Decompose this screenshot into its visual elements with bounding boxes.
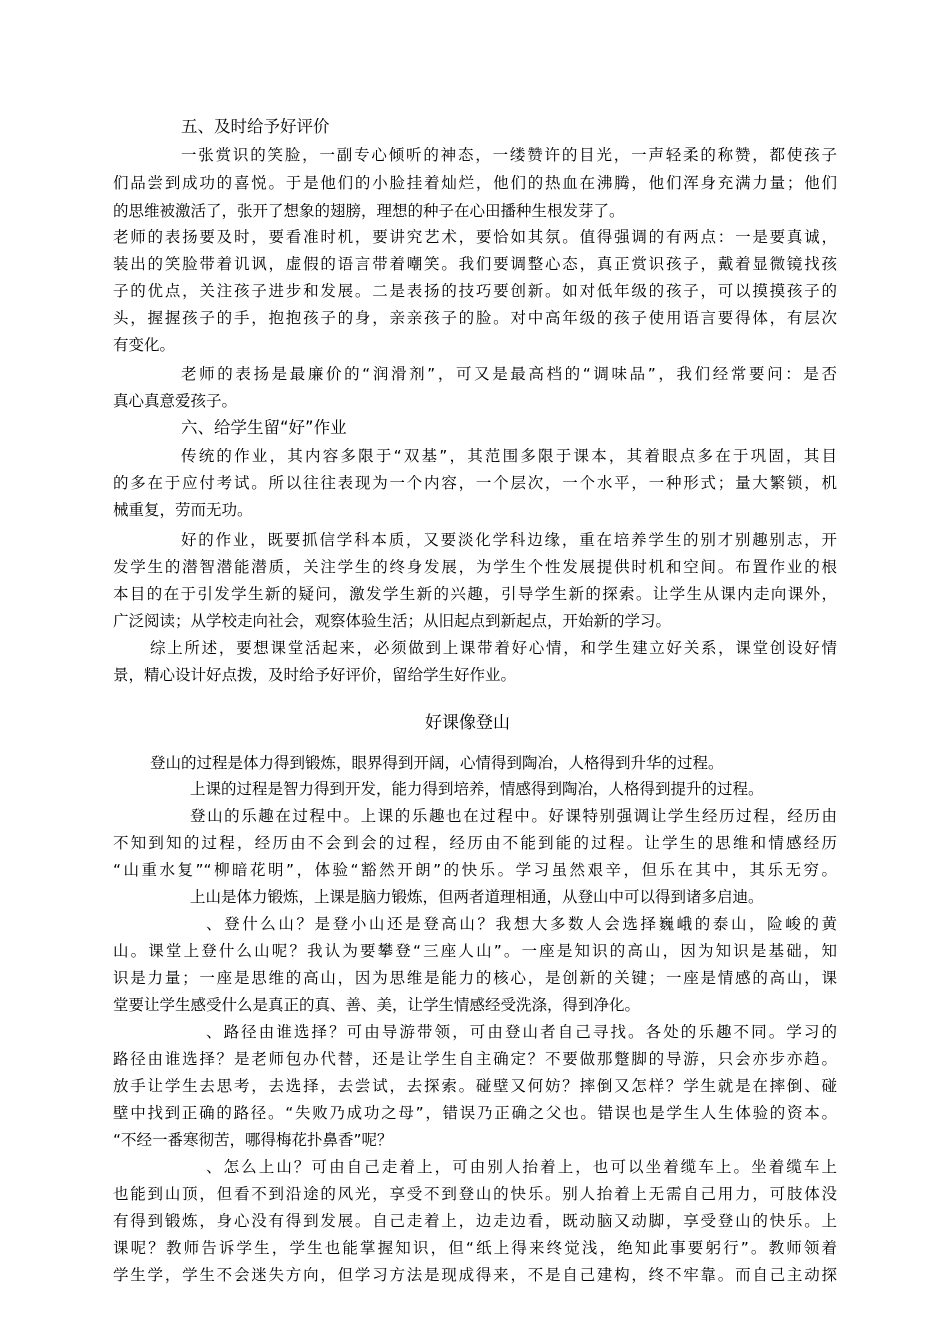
paragraph-line: 有变化。 [113,336,176,354]
paragraph-line: 的思维被激活了，张开了想象的翅膀，理想的种子在心田播种生根发芽了。 [113,202,625,220]
paragraph-line: 识是力量；一座是思维的高山，因为思维是能力的核心，是创新的关键；一座是情感的高山，课 [113,969,837,987]
paragraph-line: 路径由谁选择？是老师包办代替，还是让学生自主确定？不要做那蹩脚的导游，只会亦步亦趋。 [113,1050,837,1068]
paragraph-line: 头，握握孩子的手，抱抱孩子的身，亲亲孩子的脸。对中高年级的孩子使用语言要得体，有层次 [113,309,837,327]
paragraph-line: 们品尝到成功的喜悦。于是他们的小脸挂着灿烂，他们的热血在沸腾，他们浑身充满力量；他们 [113,174,837,192]
article-title: 好课像登山 [425,713,510,733]
paragraph-line: 学生学，学生不会迷失方向，但学习方法是现成得来，不是自己建构，终不牢靠。而自己主动探 [113,1266,837,1284]
paragraph-line: 老师的表扬是最廉价的“润滑剂”，可又是最高档的“调味品”，我们经常要问：是否 [181,365,837,383]
paragraph-line: 综上所述，要想课堂活起来，必须做到上课带着好心情，和学生建立好关系，课堂创设好情 [150,639,837,657]
paragraph-line: 也能到山顶，但看不到沿途的风光，享受不到登山的快乐。别人抬着上无需自己用力，可肢体没 [113,1185,837,1203]
section-heading-5: 五、及时给予好评价 [181,117,330,136]
paragraph-line: 好的作业，既要抓信学科本质，又要淡化学科边缘，重在培养学生的别才别趣别志，开 [181,531,837,549]
paragraph-line: 课呢？教师告诉学生，学生也能掌握知识，但“纸上得来终觉浅，绝知此事要躬行”。教师领着 [113,1239,837,1257]
paragraph-line: 装出的笑脸带着讥讽，虚假的语言带着嘲笑。我们要调整心态，真正赏识孩子，戴着显微镜找孩 [113,255,837,273]
paragraph-line: “山重水复”“柳暗花明”，体验“豁然开朗”的快乐。学习虽然艰辛，但乐在其中，其乐无穷。 [113,861,837,879]
paragraph-line: 发学生的潜智潜能潜质，关注学生的终身发展，为学生个性发展提供时机和空间。布置作业的根 [113,558,837,576]
paragraph-line: 一张赏识的笑脸，一副专心倾听的神态，一缕赞许的目光，一声轻柔的称赞，都使孩子 [181,146,837,164]
paragraph-line: 、登什么山？是登小山还是登高山？我想大多数人会选择巍峨的泰山，险峻的黄 [206,915,837,933]
paragraph-line: 堂要让学生感受什么是真正的真、善、美，让学生情感经受洗涤，得到净化。 [113,996,641,1014]
paragraph-line: 有得到锻炼，身心没有得到发展。自己走着上，边走边看，既动脑又动脚，享受登山的快乐。上 [113,1212,837,1230]
section-heading-6: 六、给学生留“好”作业 [181,418,347,437]
paragraph-line: 械重复，劳而无功。 [113,501,253,519]
paragraph-line: 不知到知的过程，经历由不会到会的过程，经历由不能到能的过程。让学生的思维和情感经历 [113,834,837,852]
paragraph-line: 的多在于应付考试。所以往往表现为一个内容，一个层次，一个水平，一种形式；量大繁锁，机 [113,474,837,492]
paragraph-line: “不经一番寒彻苦，哪得梅花扑鼻香”呢？ [113,1131,393,1149]
paragraph-line: 上山是体力锻炼，上课是脑力锻炼，但两者道理相通，从登山中可以得到诸多启迪。 [190,888,764,906]
paragraph-line: 真心真意爱孩子。 [113,392,238,410]
paragraph-line: 景，精心设计好点拨，及时给予好评价，留给学生好作业。 [113,666,517,684]
paragraph-line: 、路径由谁选择？可由导游带领，可由登山者自己寻找。各处的乐趣不同。学习的 [206,1023,837,1041]
paragraph-line: 老师的表扬要及时，要看准时机，要讲究艺术，要恰如其氛。值得强调的有两点：一是要真诚， [113,228,837,246]
paragraph-line: 广泛阅读；从学校走向社会，观察体验生活；从旧起点到新起点，开始新的学习。 [113,612,672,630]
paragraph-line: 壁中找到正确的路径。“失败乃成功之母”，错误乃正确之父也。错误也是学生人生体验的资本。 [113,1104,837,1122]
paragraph-line: 子的优点，关注孩子进步和发展。二是表扬的技巧要创新。如对低年级的孩子，可以摸摸孩子的 [113,282,837,300]
paragraph-line: 上课的过程是智力得到开发，能力得到培养，情感得到陶冶，人格得到提升的过程。 [190,780,764,798]
paragraph-line: 本目的在于引发学生新的疑问，激发学生新的兴趣，引导学生新的探索。让学生从课内走向课外， [113,585,837,603]
paragraph-line: 登山的过程是体力得到锻炼，眼界得到开阔，心情得到陶冶，人格得到升华的过程。 [150,754,724,772]
paragraph-line: 登山的乐趣在过程中。上课的乐趣也在过程中。好课特别强调让学生经历过程，经历由 [190,807,837,825]
paragraph-line: 山。课堂上登什么山呢？我认为要攀登“三座人山”。一座是知识的高山，因为知识是基础，知 [113,942,837,960]
paragraph-line: 、怎么上山？可由自己走着上，可由别人抬着上，也可以坐着缆车上。坐着缆车上 [206,1158,837,1176]
paragraph-line: 传统的作业，其内容多限于“双基”，其范围多限于课本，其着眼点多在于巩固，其目 [181,447,837,465]
paragraph-line: 放手让学生去思考，去选择，去尝试，去探索。碰壁又何妨？摔倒又怎样？学生就是在摔倒、碰 [113,1077,837,1095]
